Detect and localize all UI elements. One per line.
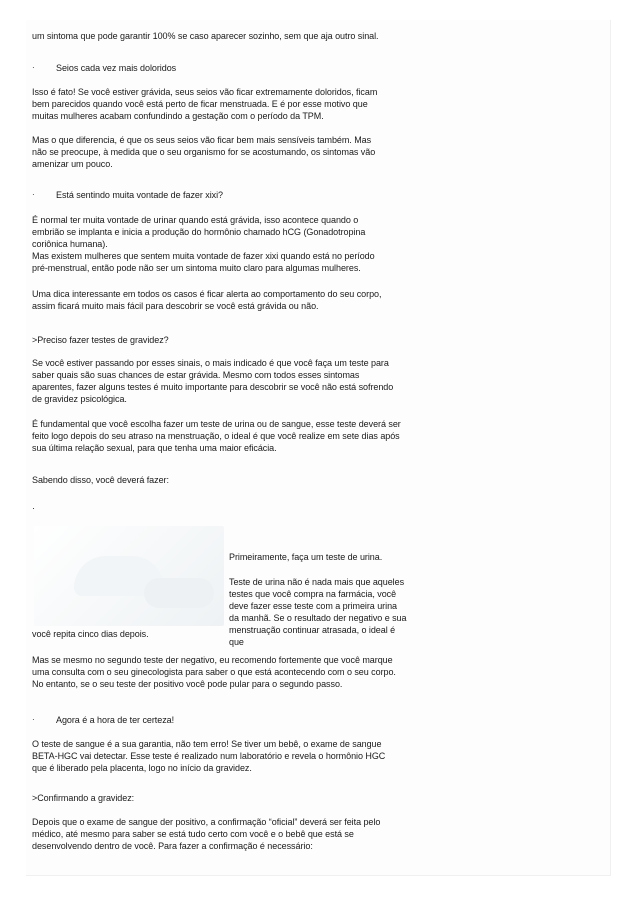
paragraph: É fundamental que você escolha fazer um teste de urina ou de sangue, esse teste deverá ser feito logo depois do seu atraso na menstruação, o ideal é que você realize em sete dias após sua última relação sexual, para que tenha uma maior eficácia.	[32, 419, 401, 453]
paragraph: Uma dica interessante em todos os casos é ficar alerta ao comportamento do seu corpo, assim ficará muito mais fácil para descobrir se você está grávida ou não.	[32, 289, 382, 311]
paragraph: Mas se mesmo no segundo teste der negativo, eu recomendo fortemente que você marque uma consulta com o seu ginecologista para saber o que está acontecendo com o seu corpo. No entanto, se o seu teste der positivo você pode pular para o segundo passo.	[32, 655, 396, 689]
paragraph: Mas o que diferencia, é que os seus seios vão ficar bem mais sensíveis também. Mas não se preocupe, à medida que o seu organismo for se acostumando, os sintomas vão amenizar um pouco.	[32, 135, 376, 169]
bullet-heading	[32, 189, 223, 201]
paragraph: Isso é fato! Se você estiver grávida, seus seios vão ficar extremamente doloridos, ficam bem parecidos quando você está perto de ficar menstruada. E é por esse motivo que muitas mulheres acabam confundindo a gestação com o período da TPM.	[32, 87, 378, 121]
bullet-heading-text: Agora é a hora de ter certeza!	[56, 715, 175, 725]
paragraph: É normal ter muita vontade de urinar quando está grávida, isso acontece quando o embrião se implanta e inicia a produção do hormônio chamado hCG (Gonadotropina coriônica humana).	[32, 215, 366, 249]
image-shape	[144, 578, 214, 608]
bullet-heading	[32, 62, 176, 74]
bullet-dot: ·	[32, 190, 35, 199]
bullet-heading	[32, 714, 174, 726]
bullet-dot: ·	[32, 715, 35, 724]
step-heading: Primeiramente, faça um teste de urina.	[229, 552, 383, 562]
section-heading: >Confirmando a gravidez:	[32, 793, 135, 803]
paragraph: Mas existem mulheres que sentem muita vontade de fazer xixi quando está no período pré-menstrual, então pode não ser um sintoma muito claro para algumas mulheres.	[32, 251, 375, 273]
paragraph: Se você estiver passando por esses sinais, o mais indicado é que você faça um teste para saber quais são suas chances de estar grávida. Mesmo com todos esses sintomas aparentes, fazer alguns testes é muito importante para descobrir se você não está sofrendo de gravidez psicológica.	[32, 358, 394, 404]
bullet-dot: ·	[32, 503, 35, 513]
paragraph: um sintoma que pode garantir 100% se caso aparecer sozinho, sem que aja outro sinal.	[32, 31, 379, 41]
paragraph: Sabendo disso, você deverá fazer:	[32, 475, 169, 485]
paragraph: você repita cinco dias depois.	[32, 629, 149, 639]
bullet-heading-text: Está sentindo muita vontade de fazer xixi?	[56, 190, 223, 200]
bullet-dot: ·	[32, 63, 35, 72]
bullet-heading-text: Seios cada vez mais doloridos	[56, 63, 177, 73]
paragraph: Depois que o exame de sangue der positivo, a confirmação “oficial” deverá ser feita pelo médico, até mesmo para saber se está tudo certo com você e o bebê que está se desenvolvendo dentro de você. Para fazer a confirmação é necessário:	[32, 817, 381, 851]
article-image	[34, 526, 224, 626]
paragraph: O teste de sangue é a sua garantia, não tem erro! Se tiver um bebê, o exame de sangue BETA-HGC vai detectar. Esse teste é realizado num laboratório e revela o hormônio HGC que é liberado pela placenta, logo no início da gravidez.	[32, 739, 386, 773]
section-heading: >Preciso fazer testes de gravidez?	[32, 335, 169, 345]
paragraph: Teste de urina não é nada mais que aqueles testes que você compra na farmácia, você deve fazer esse teste com a primeira urina da manhã. Se o resultado der negativo e sua menstruação continuar atrasada, o ideal é que	[229, 577, 407, 647]
